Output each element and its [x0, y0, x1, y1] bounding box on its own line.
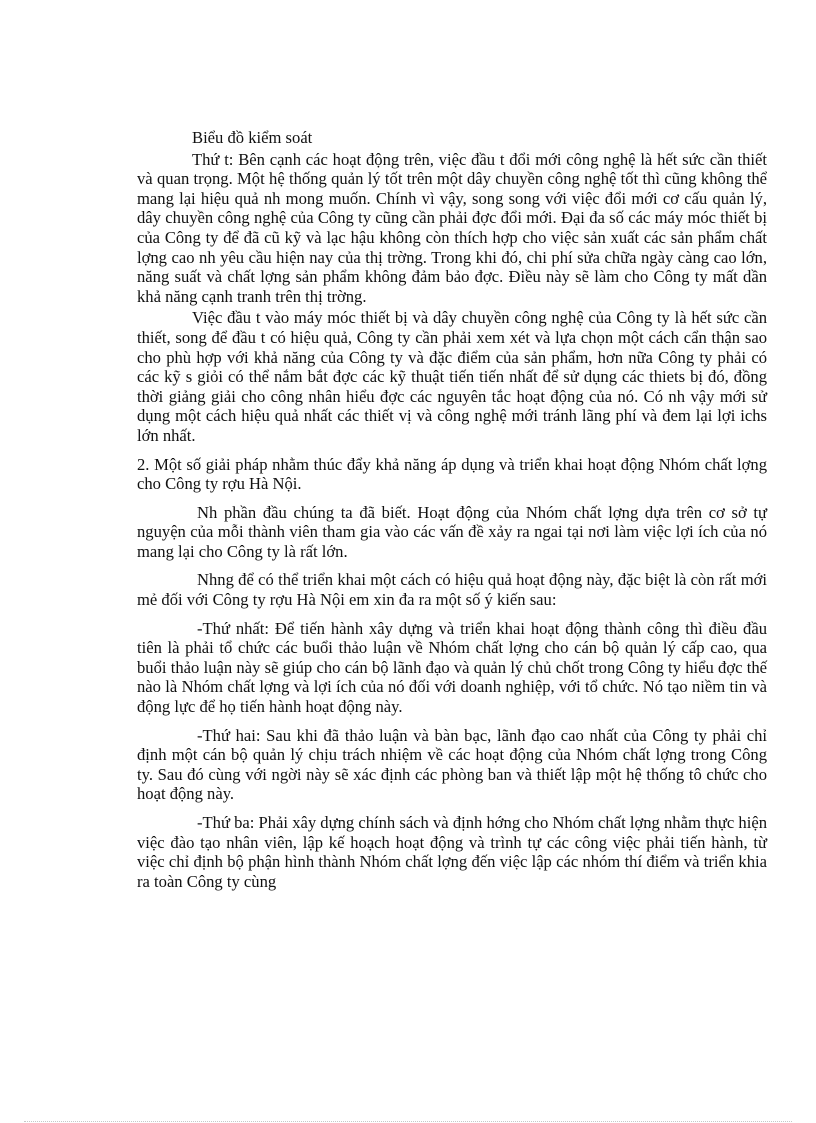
document-body: [137, 128, 767, 900]
paragraph-first: -Thứ nhất: Để tiến hành xây dựng và triển khai hoạt động thành công thì điều đầu tiên là phải tổ chức các buổi thảo luận về Nhóm chất lợng cho cán bộ quản lý cấp cao, qua buổi thảo luận này sẽ giúp cho cán bộ lãnh đạo và quản lý chủ chốt trong Công ty hiểu đợc thế nào là Nhóm chất lợng và lợi ích của nó đối với doanh nghiệp, với tổ chức. Nó tạo niềm tin và động lực để họ tiến hành hoạt động này.: [137, 618, 767, 717]
paragraph-investment: Việc đầu t vào máy móc thiết bị và dây chuyền công nghệ của Công ty là hết sức cần thiết, song để đầu t có hiệu quả, Công ty cần phải xem xét và lựa chọn một cách cẩn thận sao cho phù hợp với khả năng của Công ty và đặc điểm của sản phẩm, hơn nữa Công ty phải có các kỹ s giỏi có thể nắm bắt đợc các kỹ thuật tiến tiến nhất để sử dụng các thiets bị đó, đồng thời giảng giải cho công nhân hiểu đợc các nguyên tắc hoạt động của nó. Có nh vậy mới sử dụng một cách hiệu quả nhất các thiết vị và công nghệ mới tránh lãng phí và đem lại lợi ichs lớn nhất.: [137, 308, 767, 445]
section-heading: Biểu đồ kiểm soát: [192, 128, 313, 147]
section-2-title: 2. Một số giải pháp nhằm thúc đẩy khả năng áp dụng và triển khai hoạt động Nhóm chất lợng cho Công ty rợu Hà Nội.: [137, 454, 767, 494]
paragraph-thu-tu: Thứ t: Bên cạnh các hoạt động trên, việc đầu t đổi mới công nghệ là hết sức cần thiết và quan trọng. Một hệ thống quản lý tốt trên một dây chuyền công nghệ tốt thì cũng không thể mang lại hiệu quả nh mong muốn. Chính vì vậy, song song với việc đổi mới cơ cấu quản lý, dây chuyền công nghệ của Công ty cũng cần phải đợc đổi mới. Đại đa số các máy móc thiết bị của Công ty để đã cũ kỹ và lạc hậu không còn thích hợp cho việc sản xuất các sản phẩm chất lợng cao nh yêu cầu hiện nay của thị trờng. Trong khi đó, chi phí sửa chữa ngày càng cao lớn, năng suất và chất lợng sản phẩm không đảm bảo đợc. Điều này sẽ làm cho Công ty mất dần khả năng cạnh tranh trên thị trờng.: [137, 149, 767, 306]
page-bottom-divider: [24, 1121, 792, 1122]
paragraph-proposals: Nhng để có thể triển khai một cách có hiệu quả hoạt động này, đặc biệt là còn rất mới mẻ đối với Công ty rợu Hà Nội em xin đa ra một số ý kiến sau:: [137, 570, 767, 610]
paragraph-third: -Thứ ba: Phải xây dựng chính sách và định hớng cho Nhóm chất lợng nhằm thực hiện việc đào tạo nhân viên, lập kế hoạch hoạt động và trình tự các công việc phải tiến hành, từ việc chỉ định bộ phận hình thành Nhóm chất lợng đến việc lập các nhóm thí điểm và triển khia ra toàn Công ty cùng: [137, 813, 767, 891]
paragraph-second: -Thứ hai: Sau khi đã thảo luận và bàn bạc, lãnh đạo cao nhất của Công ty phải chỉ định một cán bộ quản lý chịu trách nhiệm về các hoạt động của Nhóm chất lợng trong Công ty. Sau đó cùng với ngời này sẽ xác định các phòng ban và thiết lập một hệ thống tô chức cho hoạt động này.: [137, 725, 767, 804]
paragraph-intro: Nh phần đầu chúng ta đã biết. Hoạt động của Nhóm chất lợng dựa trên cơ sở tự nguyện của mỗi thành viên tham gia vào các vấn đề xảy ra ngai tại nơi làm việc lợi ích của nó mang lại cho Công ty là rất lớn.: [137, 502, 767, 561]
